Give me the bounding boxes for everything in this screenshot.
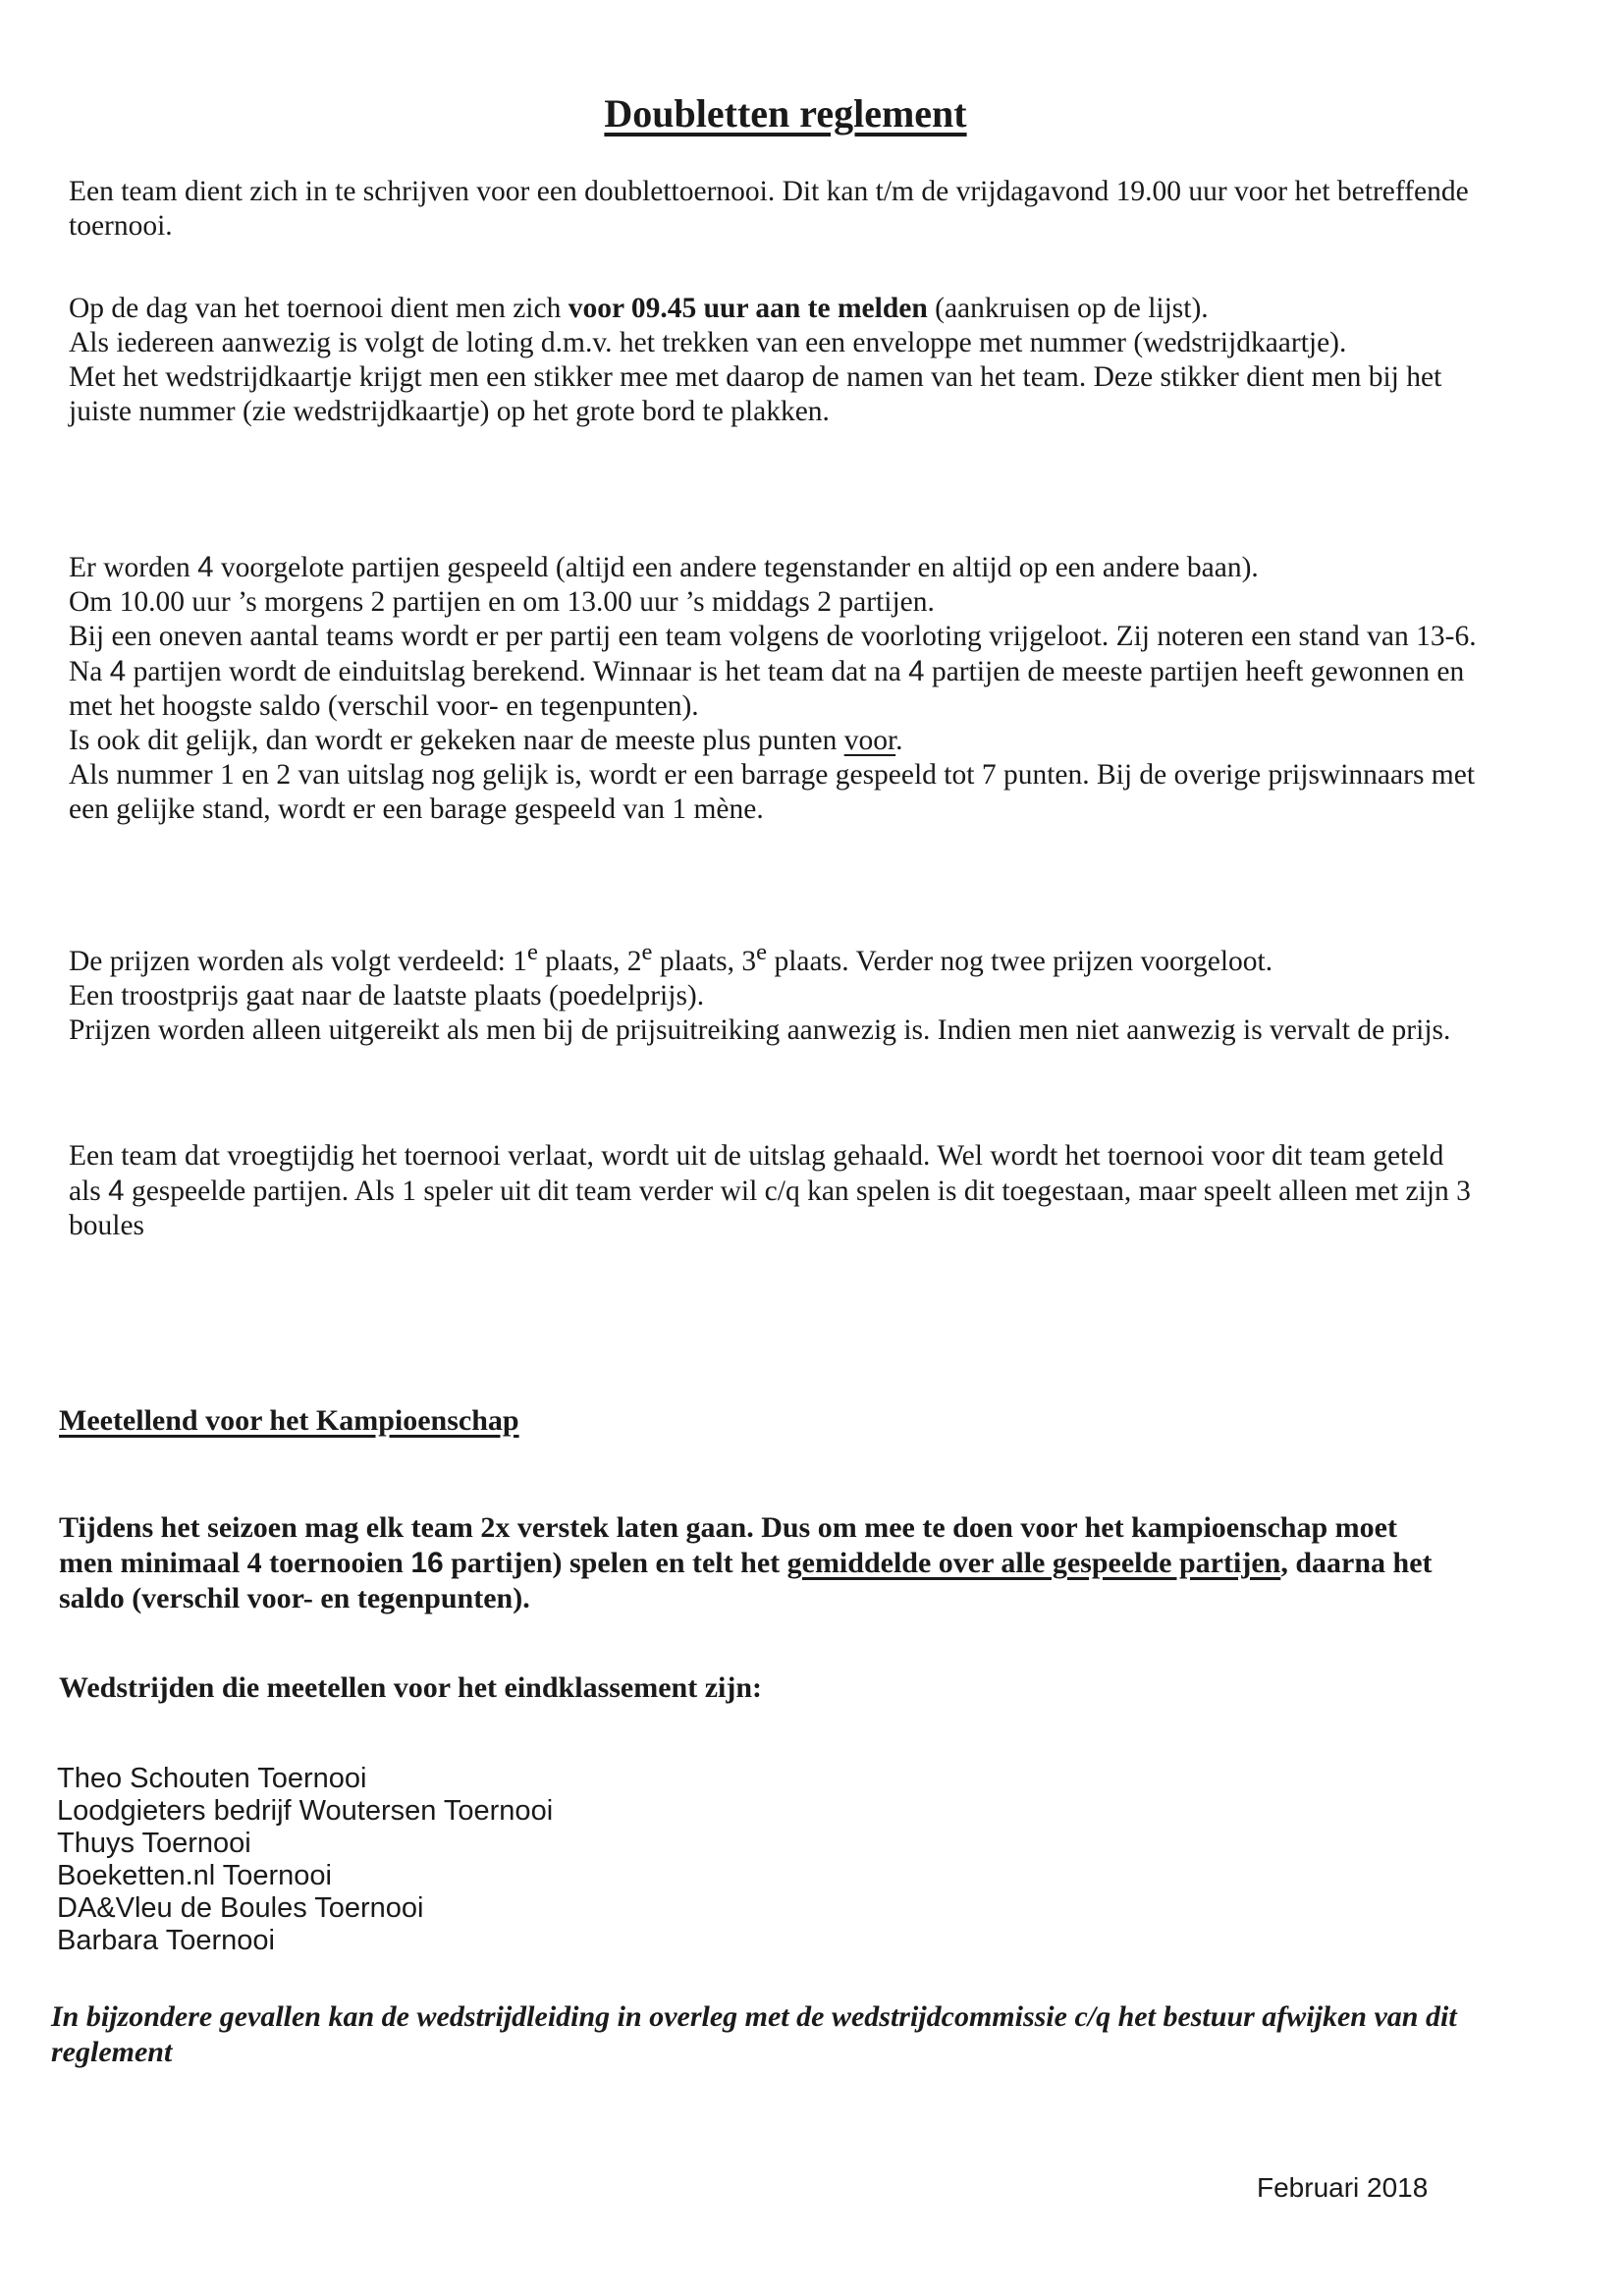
text-segment: partijen wordt de einduitslag berekend. Winnaar is het team dat na (126, 656, 909, 687)
paragraph-line (69, 550, 1483, 585)
text-segment: Een team dat vroegtijdig het toernooi verlaat, wordt uit de uitslag gehaald. Wel wordt het toernooi voor dit team geteld als (69, 1140, 1444, 1207)
footnote: In bijzondere gevallen kan de wedstrijdleiding in overleg met de wedstrijdcommissie c/q het bestuur afwijken van dit reglement (51, 2000, 1457, 2068)
document-date: Februari 2018 (1257, 2172, 1429, 2203)
paragraph-line (69, 1139, 1483, 1243)
superscript: e (756, 939, 768, 965)
paragraph-line: Bij een oneven aantal teams wordt er per partij een team volgens de voorloting vrijgeloot. Zij noteren een stand van 13-6. (69, 621, 1477, 652)
paragraph-line: Een troostprijs gaat naar de laatste plaats (poedelprijs). (69, 979, 705, 1011)
paragraph-prizes (69, 935, 1483, 1048)
paragraph-line (69, 724, 1483, 758)
text-segment: De prijzen worden als volgt verdeeld: 1 (69, 945, 527, 977)
list-item: Barbara Toernooi (57, 1925, 275, 1956)
text-segment: Er worden (69, 552, 198, 583)
championship-heading: Meetellend voor het Kampioenschap (59, 1404, 519, 1437)
tournament-list (57, 1763, 553, 1957)
text-segment: plaats, 2 (537, 945, 642, 977)
paragraph-line: Om 10.00 uur ’s morgens 2 partijen en om 13.00 uur ’s middags 2 partijen. (69, 586, 935, 618)
text-segment: plaats. Verder nog twee prijzen voorgeloot. (767, 945, 1273, 977)
text-segment: Op de dag van het toernooi dient men zich (69, 293, 568, 324)
text-segment: Is ook dit gelijk, dan wordt er gekeken naar de meeste plus punten (69, 725, 844, 756)
paragraph-line (69, 654, 1483, 724)
text-segment: gespeelde partijen. Als 1 speler uit dit team verder wil c/q kan spelen is dit toegestaan, maar speelt alleen met zijn 3 boules (69, 1175, 1471, 1241)
list-item: DA&Vleu de Boules Toernooi (57, 1892, 424, 1924)
list-item: Loodgieters bedrijf Woutersen Toernooi (57, 1795, 554, 1827)
text-segment: . (895, 725, 903, 756)
paragraph-line: Als nummer 1 en 2 van uitslag nog gelijk is, wordt er een barrage gespeeld tot 7 punten. Bij de overige prijswinnaars met een gelijke stand, wordt er een barage gespeeld van 1 mène. (69, 759, 1476, 825)
list-item: Thuys Toernooi (57, 1828, 251, 1859)
number-text: 4 (108, 1175, 125, 1207)
text-segment: Tijdens het seizoen mag elk team 2x verstek laten gaan. Dus om mee te doen voor het kampioenschap moet men minimaal 4 toernooien (59, 1511, 1397, 1579)
number-text: 16 (410, 1547, 444, 1579)
paragraph-line: Prijzen worden alleen uitgereikt als men bij de prijsuitreiking aanwezig is. Indien men niet aanwezig is vervalt de prijs. (69, 1013, 1451, 1046)
bold-text: voor 09.45 uur aan te melden (568, 293, 928, 324)
document-title: Doubletten reglement (604, 91, 967, 136)
superscript: e (641, 939, 653, 965)
paragraph-line: Als iedereen aanwezig is volgt de loting d.m.v. het trekken van een enveloppe met nummer (wedstrijdkaartje). (69, 327, 1347, 358)
paragraph-line (69, 292, 1483, 326)
number-text: 4 (109, 655, 127, 687)
number-text: 4 (908, 655, 925, 687)
text-segment: partijen) spelen en telt het (443, 1547, 787, 1579)
number-text: 4 (197, 551, 214, 583)
paragraph-early-leave (69, 1139, 1483, 1243)
paragraph-check-in (69, 292, 1483, 429)
text-segment: plaats, 3 (652, 945, 757, 977)
paragraph-registration (69, 175, 1483, 244)
championship-rules (59, 1510, 1453, 1616)
superscript: e (526, 939, 538, 965)
list-item: Boeketten.nl Toernooi (57, 1860, 333, 1891)
tournament-list-heading: Wedstrijden die meetellen voor het eindklassement zijn: (59, 1671, 763, 1704)
text-segment: , daarna het saldo (verschil voor- en tegenpunten). (59, 1547, 1433, 1614)
paragraph-games (69, 550, 1483, 827)
text-segment: Na (69, 656, 110, 687)
underlined-text: voor (843, 725, 896, 756)
paragraph-text: Een team dient zich in te schrijven voor een doublettoernooi. Dit kan t/m de vrijdagavond 19.00 uur voor het betreffende toernooi. (69, 176, 1469, 242)
text-segment: voorgelote partijen gespeeld (altijd een andere tegenstander en altijd op een andere baan). (213, 552, 1259, 583)
text-segment: (aankruisen op de lijst). (927, 293, 1209, 324)
list-item: Theo Schouten Toernooi (57, 1763, 367, 1794)
paragraph-line: Met het wedstrijdkaartje krijgt men een stikker mee met daarop de namen van het team. Deze stikker dient men bij het juiste nummer (zie wedstrijdkaartje) op het grote bord te plakken. (69, 361, 1442, 427)
underlined-text: gemiddelde over alle gespeelde partijen (786, 1547, 1281, 1579)
text-segment: partijen de meeste partijen heeft gewonnen en met het hoogste saldo (verschil voor- en tegenpunten). (69, 656, 1465, 722)
paragraph-line (69, 935, 1483, 979)
